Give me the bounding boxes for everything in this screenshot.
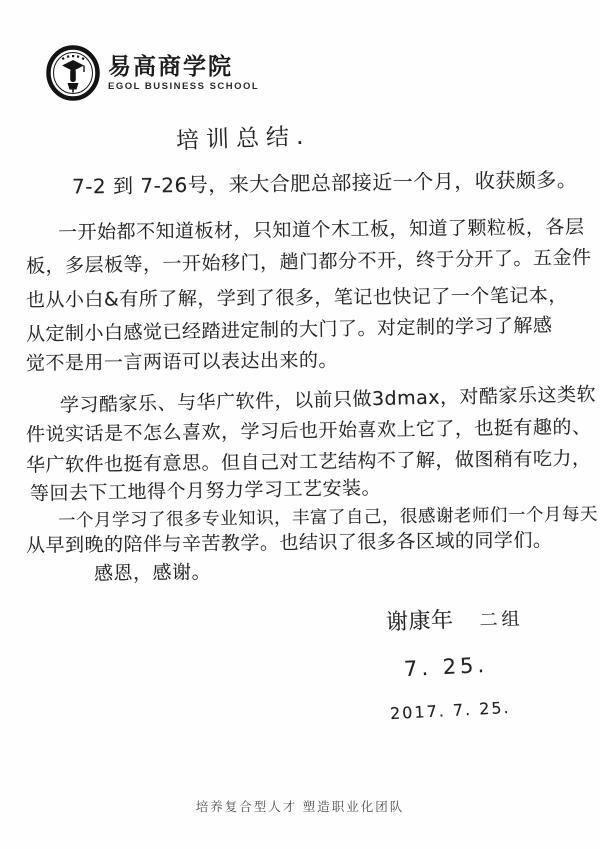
handwritten-line: 从定制小白感觉已经踏进定制的大门了。对定制的学习了解感	[25, 314, 553, 346]
footer-slogan: 培养复合型人才 塑造职业化团队	[195, 800, 405, 814]
school-emblem-icon	[46, 45, 100, 101]
handwritten-line: 感恩，感谢。	[93, 561, 212, 585]
handwritten-line: 板，多层板等，一开始移门，趟门都分不开，终于分开了。五金件	[25, 246, 592, 278]
school-logo	[46, 45, 259, 101]
handwritten-line: 也从小白&有所了解，学到了很多，笔记也快记了一个笔记本，	[25, 284, 568, 312]
signature-date-full: 2017. 7. 25.	[389, 697, 512, 724]
school-name-cn: 易高商学院	[108, 52, 233, 79]
signer-group: 二组	[479, 608, 524, 632]
handwritten-line: 觉不是用一言两语可以表达出来的。	[25, 349, 339, 375]
document-title: 培训总结.	[175, 123, 311, 155]
signature-date-short: 7. 25.	[403, 652, 489, 682]
handwritten-line: 一个月学习了很多专业知识，丰富了自己，很感谢老师们一个月每天	[57, 504, 599, 532]
handwritten-line: 等回去下工地得个月努力学习工艺安装。	[29, 476, 382, 506]
handwritten-line: 7-2 到 7-26号，来大合肥总部接近一个月，收获颇多。	[71, 167, 578, 199]
handwritten-line: 学习酷家乐、与华广软件，以前只做3dmax，对酷家乐这类软	[59, 383, 597, 417]
school-name-block	[108, 54, 259, 92]
handwritten-line: 件说实话是不怎么喜欢，学习后也开始喜欢上它了，也挺有趣的、	[25, 416, 592, 446]
school-name-en: EGOL BUSINESS SCHOOL	[108, 81, 260, 93]
signer-name: 谢康年	[385, 608, 454, 636]
signature-line	[386, 606, 524, 636]
handwritten-line: 从早到晚的陪伴与辛苦教学。也结识了很多各区域的同学们。	[25, 529, 553, 557]
handwritten-line: 一开始都不知道板材，只知道个木工板，知道了颗粒板，各层	[57, 216, 585, 244]
handwritten-line: 华广软件也挺有意思。但自己对工艺结构不了解，做图稍有吃力，	[25, 447, 592, 477]
